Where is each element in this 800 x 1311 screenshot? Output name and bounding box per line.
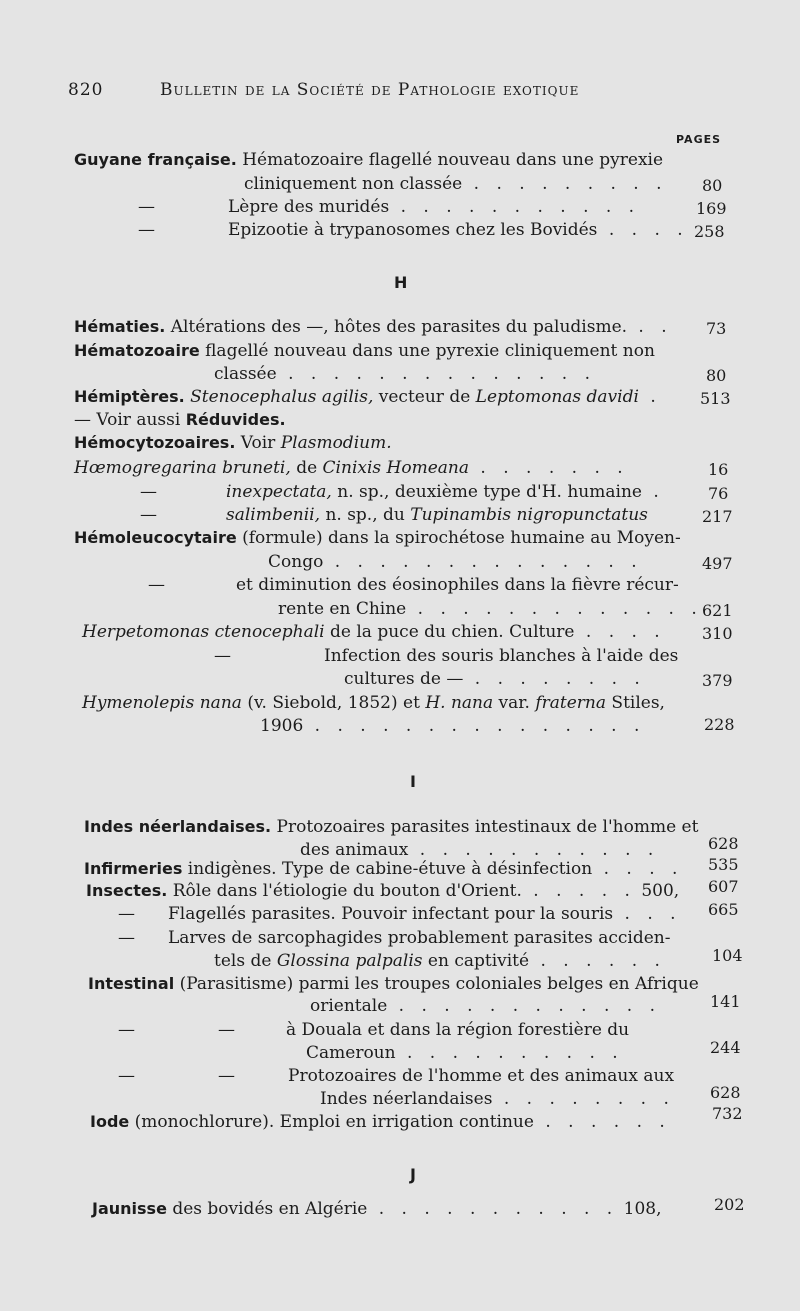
page-ref: 513 [700, 389, 731, 408]
pages-column-label: PAGES [676, 133, 722, 146]
page-number: 820 [68, 80, 104, 100]
entry-herpetomonas: Herpetomonas ctenocephali de la puce du chien. Culture . . . . [82, 622, 666, 642]
entry-inexpectata: — inexpectata, n. sp., deuxième type d'H. humaine . [140, 482, 665, 502]
entry-hematozoaire-cont: classée . . . . . . . . . . . . . . [214, 364, 596, 384]
page-ref: 607 [708, 877, 739, 896]
entry-guyane-cont: cliniquement non classée . . . . . . . . . [244, 174, 668, 194]
entry-iode: Iode (monochlorure). Emploi en irrigation continue . . . . . . [90, 1112, 671, 1132]
page-ref: 76 [708, 484, 729, 503]
section-letter-j: J [410, 1165, 416, 1184]
page-ref: 258 [694, 222, 725, 241]
entry-haemogregarina-bruneti: Hœmogregarina bruneti, de Cinixis Homeana . . . . . . . [74, 458, 629, 478]
entry-hemoleucocytaire-cont: Congo . . . . . . . . . . . . . . [268, 552, 643, 572]
entry-douala-cont: Cameroun . . . . . . . . . . [306, 1043, 624, 1063]
entry-douala: — — à Douala et dans la région forestière du [118, 1020, 630, 1040]
page-ref: 73 [706, 319, 727, 338]
entry-intestinal-cont: orientale . . . . . . . . . . . . [310, 996, 661, 1016]
entry-protozoaires-cont: Indes néerlandaises . . . . . . . . [320, 1089, 675, 1109]
page-ref: 104 [712, 946, 743, 965]
entry-hymenolepis-cont: 1906 . . . . . . . . . . . . . . . [260, 716, 646, 736]
page-ref: 217 [702, 507, 733, 526]
entry-indes-neerlandaises: Indes néerlandaises. Protozoaires parasites intestinaux de l'homme et [84, 817, 699, 837]
entry-epizootie: — Epizootie à trypanosomes chez les Bovidés . . . . [138, 220, 689, 240]
entry-insectes: Insectes. Rôle dans l'étiologie du bouton d'Orient. . . . . . 500, [86, 881, 680, 901]
page-ref: 244 [710, 1038, 741, 1057]
entry-hematies: Hématies. Altérations des —, hôtes des parasites du paludisme. . . [74, 317, 673, 337]
page-ref: 665 [708, 900, 739, 919]
page-ref: 202 [714, 1195, 745, 1214]
entry-salimbenii: — salimbenii, n. sp., du Tupinambis nigropunctatus [140, 505, 648, 525]
page-ref: 621 [702, 601, 733, 620]
entry-jaunisse: Jaunisse des bovidés en Algérie . . . . . . . . . . . 108, [92, 1199, 662, 1219]
page-ref: 169 [696, 199, 727, 218]
page-ref: 228 [704, 715, 735, 734]
page-ref: 80 [706, 366, 727, 385]
entry-hemipteres: Hémiptères. Stenocephalus agilis, vecteur de Leptomonas davidi . [74, 387, 662, 407]
entry-voir-reduvides: — Voir aussi Réduvides. [74, 410, 286, 430]
entry-infection-cont: cultures de — . . . . . . . . [344, 669, 646, 689]
section-letter-h: H [394, 273, 408, 292]
entry-larves-sarcophagides: — Larves de sarcophagides probablement parasites acciden- [118, 928, 671, 948]
entry-hemocytozoaires: Hémocytozoaires. Voir Plasmodium. [74, 433, 392, 453]
page-ref: 379 [702, 671, 733, 690]
entry-hematozoaire: Hématozoaire flagellé nouveau dans une pyrexie cliniquement non [74, 341, 655, 361]
page-ref: 310 [702, 624, 733, 643]
page-ref: 141 [710, 992, 741, 1011]
entry-hemoleucocytaire: Hémoleucocytaire (formule) dans la spirochétose humaine au Moyen- [74, 528, 681, 548]
page-ref: 16 [708, 460, 729, 479]
entry-protozoaires-indes: — — Protozoaires de l'homme et des animaux aux [118, 1066, 675, 1086]
entry-larves-cont: tels de Glossina palpalis en captivité . . . . . . [214, 951, 666, 971]
entry-intestinal: Intestinal (Parasitisme) parmi les troupes coloniales belges en Afrique [88, 974, 699, 994]
page-ref: 80 [702, 176, 723, 195]
entry-diminution-cont: rente en Chine . . . . . . . . . . . . . [278, 599, 703, 619]
entry-lepre: — Lèpre des muridés . . . . . . . . . . . [138, 197, 641, 217]
page-ref: 628 [708, 834, 739, 853]
entry-hymenolepis: Hymenolepis nana (v. Siebold, 1852) et H. nana var. fraterna Stiles, [82, 693, 665, 713]
page-ref: 732 [712, 1104, 743, 1123]
page-ref: 535 [708, 855, 739, 874]
entry-infirmeries: Infirmeries indigènes. Type de cabine-étuve à désinfection . . . . [84, 859, 684, 879]
entry-infection-souris: — Infection des souris blanches à l'aide des [214, 646, 679, 666]
entry-diminution-eosinophiles: — et diminution des éosinophiles dans la fièvre récur- [148, 575, 679, 595]
entry-guyane: Guyane française. Hématozoaire flagellé nouveau dans une pyrexie [74, 150, 664, 170]
section-letter-i: I [410, 772, 416, 791]
running-title: Bulletin de la Société de Pathologie exotique [160, 80, 580, 100]
entry-indes-cont: des animaux . . . . . . . . . . . [300, 840, 660, 860]
page-ref: 628 [710, 1083, 741, 1102]
entry-flagelles-parasites: — Flagellés parasites. Pouvoir infectant pour la souris . . . [118, 904, 682, 924]
page-ref: 497 [702, 554, 733, 573]
